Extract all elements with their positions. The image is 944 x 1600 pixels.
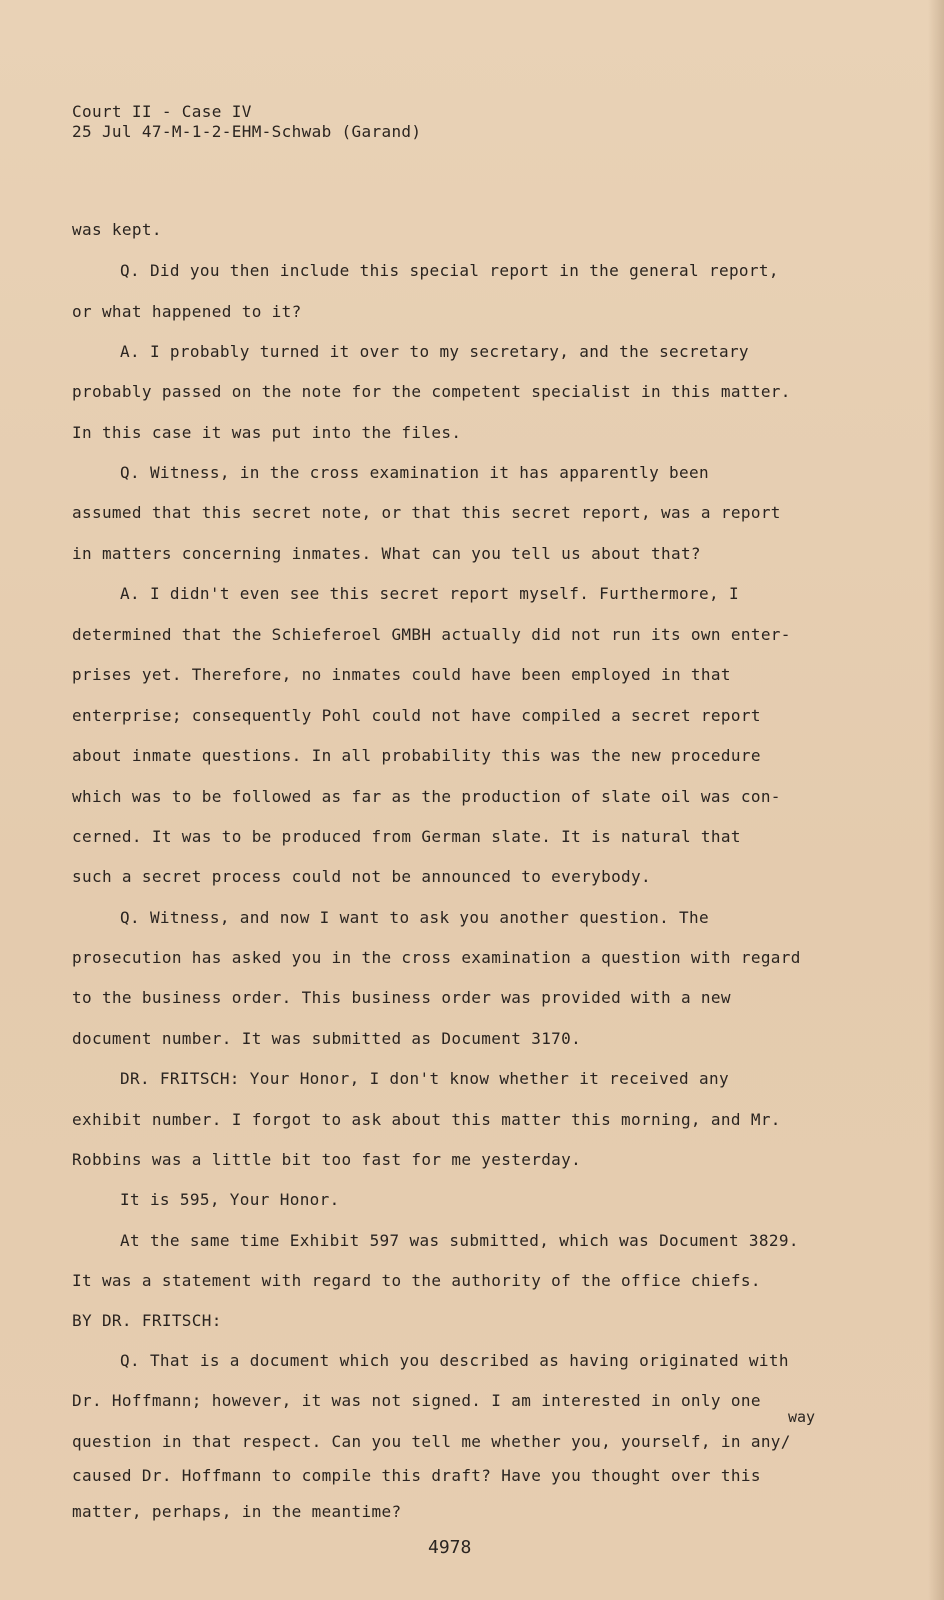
body-line: which was to be followed as far as the production of slate oil was con- — [72, 787, 781, 806]
body-line: exhibit number. I forgot to ask about this matter this morning, and Mr. — [72, 1110, 781, 1129]
page-number: 4978 — [428, 1537, 472, 1558]
body-line: A. I probably turned it over to my secretary, and the secretary — [120, 342, 749, 361]
body-line: Q. Did you then include this special report in the general report, — [120, 261, 779, 280]
body-line: cerned. It was to be produced from German slate. It is natural that — [72, 827, 741, 846]
body-line: or what happened to it? — [72, 302, 302, 321]
body-line: Q. That is a document which you described as having originated with — [120, 1351, 789, 1370]
body-line: such a secret process could not be announced to everybody. — [72, 867, 652, 886]
body-line: question in that respect. Can you tell me whether you, yourself, in any/ — [72, 1432, 791, 1451]
body-line: enterprise; consequently Pohl could not have compiled a secret report — [72, 706, 761, 725]
body-line: determined that the Schieferoel GMBH actually did not run its own enter- — [72, 625, 791, 644]
body-line: Robbins was a little bit too fast for me yesterday. — [72, 1150, 582, 1169]
body-line: was kept. — [72, 220, 162, 239]
body-line: caused Dr. Hoffmann to compile this draft? Have you thought over this — [72, 1466, 761, 1485]
body-line: Q. Witness, and now I want to ask you another question. The — [120, 908, 709, 927]
body-line: to the business order. This business order was provided with a new — [72, 988, 731, 1007]
body-line: prises yet. Therefore, no inmates could have been employed in that — [72, 665, 731, 684]
body-line: In this case it was put into the files. — [72, 423, 462, 442]
body-line: A. I didn't even see this secret report myself. Furthermore, I — [120, 584, 739, 603]
body-line: BY DR. FRITSCH: — [72, 1311, 222, 1330]
body-line: Q. Witness, in the cross examination it has apparently been — [120, 463, 709, 482]
page-edge-shadow — [928, 0, 944, 1600]
body-line: It was a statement with regard to the authority of the office chiefs. — [72, 1271, 761, 1290]
body-line: DR. FRITSCH: Your Honor, I don't know whether it received any — [120, 1069, 729, 1088]
body-line: Dr. Hoffmann; however, it was not signed. I am interested in only one — [72, 1391, 761, 1410]
body-line: assumed that this secret note, or that this secret report, was a report — [72, 503, 781, 522]
body-line: It is 595, Your Honor. — [120, 1190, 340, 1209]
header-case-line: Court II - Case IV — [72, 102, 252, 121]
body-line: At the same time Exhibit 597 was submitted, which was Document 3829. — [120, 1231, 799, 1250]
body-line: about inmate questions. In all probability this was the new procedure — [72, 746, 761, 765]
body-line: document number. It was submitted as Document 3170. — [72, 1029, 582, 1048]
header-date-line: 25 Jul 47-M-1-2-EHM-Schwab (Garand) — [72, 122, 422, 141]
body-line: probably passed on the note for the competent specialist in this matter. — [72, 382, 791, 401]
body-line: prosecution has asked you in the cross examination a question with regard — [72, 948, 801, 967]
body-line: matter, perhaps, in the meantime? — [72, 1502, 402, 1521]
body-line: in matters concerning inmates. What can you tell us about that? — [72, 544, 701, 563]
handwritten-insertion: way — [788, 1408, 816, 1426]
